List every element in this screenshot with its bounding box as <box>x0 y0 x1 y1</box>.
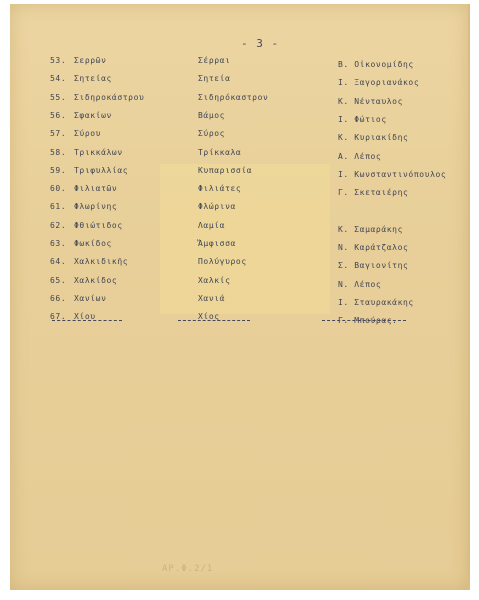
seat-name: Σιδηρόκαστρον <box>198 93 269 102</box>
bishop-name: Κ. Νένταυλος <box>338 97 403 106</box>
seat-name: Χαλκίς <box>198 276 231 285</box>
row-number: 67. <box>50 312 67 321</box>
page-number: - 3 - <box>241 37 280 50</box>
seat-name: Τρίκκαλα <box>198 148 242 157</box>
diocese-row <box>50 93 144 102</box>
diocese-name: Σητείας <box>74 74 112 83</box>
column-rule-right <box>322 320 406 321</box>
diocese-row <box>50 202 117 211</box>
bishop-name: Ν. Καράτζαλος <box>338 243 409 252</box>
bishop-name: Ν. Λέπος <box>338 280 382 289</box>
diocese-row <box>50 294 107 303</box>
diocese-name: Σιδηροκάστρου <box>74 93 145 102</box>
diocese-name: Σύρου <box>74 129 102 138</box>
seat-name: Σητεία <box>198 74 231 83</box>
diocese-row <box>50 257 128 266</box>
row-number: 59. <box>50 166 67 175</box>
paper-stain <box>160 164 330 314</box>
seat-name: Ἄμφισσα <box>198 239 236 248</box>
bishop-name: Α. Λέπος <box>338 152 382 161</box>
column-rule-middle <box>178 320 250 321</box>
diocese-name: Φιλιατῶν <box>74 184 118 193</box>
seat-name: Βάμος <box>198 111 226 120</box>
diocese-row <box>50 56 107 65</box>
diocese-name: Φλωρίνης <box>74 202 118 211</box>
bishop-name: Γ. Μπούρας. <box>338 316 398 325</box>
document-page <box>10 4 470 590</box>
bishop-name: Σ. Βαγιονίτης <box>338 261 409 270</box>
diocese-name: Τριφυλλίας <box>74 166 129 175</box>
row-number: 61. <box>50 202 67 211</box>
diocese-name: Χαλκιδικῆς <box>74 257 129 266</box>
seat-name: Πολύγυρος <box>198 257 247 266</box>
diocese-name: Τρικκάλων <box>74 148 123 157</box>
row-number: 58. <box>50 148 67 157</box>
seat-name: Λαμία <box>198 221 226 230</box>
diocese-row <box>50 74 112 83</box>
diocese-row <box>50 239 112 248</box>
diocese-row <box>50 276 117 285</box>
diocese-row <box>50 111 112 120</box>
row-number: 53. <box>50 56 67 65</box>
diocese-row <box>50 166 128 175</box>
bishop-name: Ι. Κωνσταντινόπουλος <box>338 170 447 179</box>
diocese-name: Φθιώτιδος <box>74 221 123 230</box>
bishop-name: Κ. Σαμαράκης <box>338 225 403 234</box>
row-number: 55. <box>50 93 67 102</box>
row-number: 63. <box>50 239 67 248</box>
row-number: 65. <box>50 276 67 285</box>
bishop-name: Ι. Ξαγοριανάκος <box>338 78 420 87</box>
diocese-row <box>50 148 123 157</box>
diocese-name: Χανίων <box>74 294 107 303</box>
diocese-row <box>50 184 117 193</box>
seat-name: Κυπαρισσία <box>198 166 253 175</box>
seat-name: Χίος <box>198 312 220 321</box>
seat-name: Χανιά <box>198 294 226 303</box>
row-number: 57. <box>50 129 67 138</box>
bishop-name: Γ. Σκεταιέρης <box>338 188 409 197</box>
diocese-name: Σερρῶν <box>74 56 107 65</box>
diocese-row <box>50 129 101 138</box>
row-number: 54. <box>50 74 67 83</box>
diocese-row <box>50 221 123 230</box>
row-number: 60. <box>50 184 67 193</box>
bishop-name: Β. Οἰκονομίδης <box>338 60 414 69</box>
archive-stamp: ΑΡ.Φ.2/1 <box>162 564 214 574</box>
column-rule-left <box>52 320 122 321</box>
row-number: 64. <box>50 257 67 266</box>
diocese-name: Χίου <box>74 312 96 321</box>
bishop-name: Ι. Φώτιος <box>338 115 387 124</box>
diocese-name: Σφακίων <box>74 111 112 120</box>
diocese-name: Χαλκίδος <box>74 276 118 285</box>
diocese-name: Φωκίδος <box>74 239 112 248</box>
row-number: 62. <box>50 221 67 230</box>
row-number: 66. <box>50 294 67 303</box>
seat-name: Σύρος <box>198 129 226 138</box>
seat-name: Φλώρινα <box>198 202 236 211</box>
seat-name: Σέρραι <box>198 56 231 65</box>
row-number: 56. <box>50 111 67 120</box>
bishop-name: Ι. Σταυρακάκης <box>338 298 414 307</box>
bishop-name: Κ. Κυριακίδης <box>338 133 409 142</box>
seat-name: Φιλιάτες <box>198 184 242 193</box>
